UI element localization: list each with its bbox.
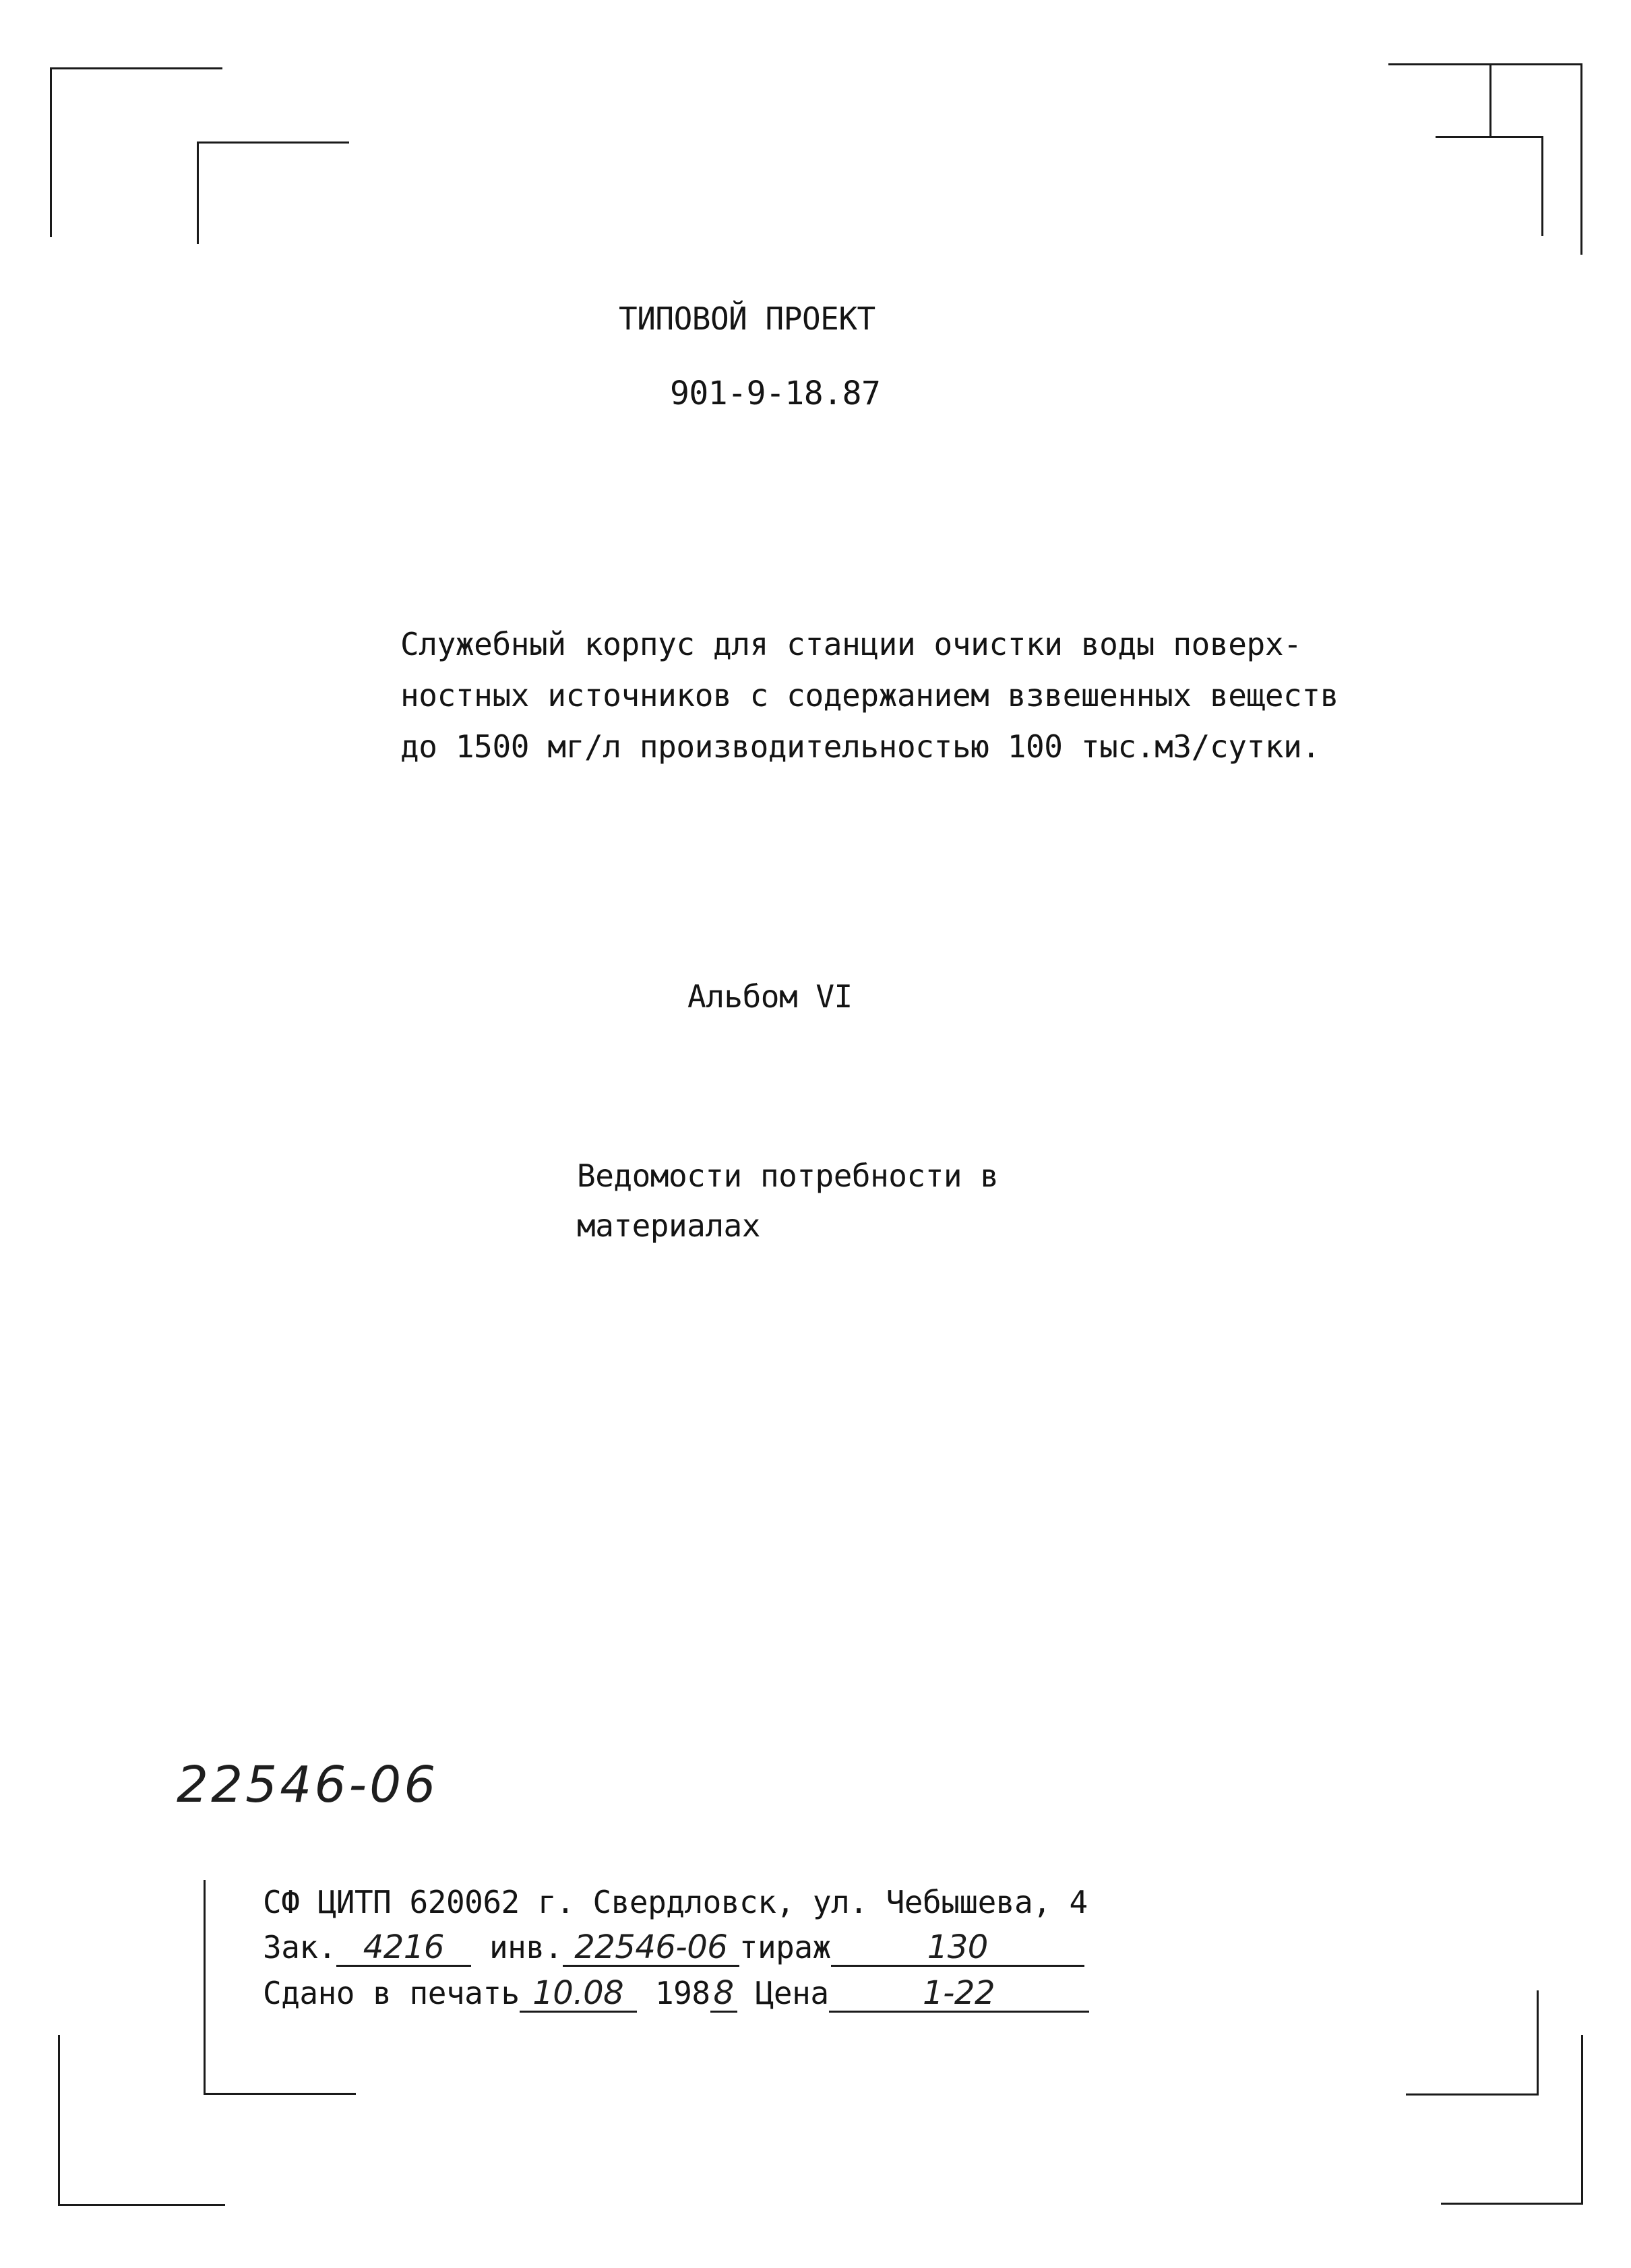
print-run-label: тираж: [739, 1929, 831, 1965]
year-field: [710, 1974, 737, 2013]
corner-mark-top-right-outer-h: [1388, 63, 1582, 65]
subject-line-2: материалах: [577, 1207, 760, 1244]
description-line-2: ностных источников с содержанием взвешенных веществ: [400, 677, 1339, 714]
corner-mark-bottom-left-inner-v: [204, 1880, 206, 2094]
inv-label: инв.: [489, 1929, 563, 1965]
submitted-line: [263, 1974, 1089, 2013]
corner-mark-top-left-outer-v: [50, 67, 52, 237]
year-prefix: 198: [654, 1975, 710, 2011]
corner-mark-bottom-right-outer-v: [1581, 2035, 1583, 2205]
order-value: 4216: [363, 1928, 444, 1966]
publisher-line: СФ ЦИТП 620062 г. Свердловск, ул. Чебышева, 4: [263, 1884, 1088, 1920]
submitted-label: Сдано в печать: [263, 1975, 520, 2011]
corner-mark-top-right-inner-v2: [1541, 136, 1543, 236]
order-field: [336, 1928, 471, 1967]
submitted-field: [520, 1974, 637, 2013]
archive-number-handwritten: 22546-06: [177, 1756, 439, 1814]
corner-mark-top-left-inner-h: [197, 141, 349, 144]
submitted-value: 10.08: [532, 1974, 624, 2012]
album-label: Альбом VI: [687, 978, 853, 1015]
year-suffix: 8: [713, 1974, 734, 2012]
corner-mark-top-right-outer-v: [1580, 63, 1582, 255]
corner-mark-bottom-right-inner-v: [1537, 1990, 1539, 2096]
corner-mark-top-right-inner-v: [1489, 63, 1491, 137]
corner-mark-bottom-left-inner-h: [204, 2093, 356, 2095]
project-type-title: ТИПОВОЙ ПРОЕКТ: [619, 301, 875, 337]
inv-field: [563, 1928, 739, 1967]
corner-mark-bottom-left-outer-v: [58, 2035, 60, 2206]
price-value: 1-22: [923, 1974, 995, 2012]
print-run-field: [831, 1928, 1084, 1967]
project-number: 901-9-18.87: [670, 375, 881, 412]
corner-mark-top-left-outer-h: [50, 67, 222, 69]
inv-value: 22546-06: [574, 1928, 728, 1966]
corner-mark-bottom-right-outer-h: [1441, 2203, 1583, 2205]
corner-mark-bottom-left-outer-h: [58, 2204, 225, 2206]
print-run-value: 130: [927, 1928, 988, 1966]
description-line-3: до 1500 мг/л производительностью 100 тыс.м3/сутки.: [400, 728, 1320, 765]
project-description: [400, 619, 1338, 772]
corner-mark-top-left-inner-v: [197, 141, 199, 244]
order-label: Зак.: [263, 1929, 336, 1965]
order-line: [263, 1928, 1084, 1967]
price-label: Цена: [755, 1975, 829, 2011]
description-line-1: Служебный корпус для станции очистки воды поверх-: [400, 626, 1302, 662]
corner-mark-bottom-right-inner-h: [1406, 2093, 1539, 2096]
corner-mark-top-right-inner-h: [1436, 136, 1543, 138]
subject-line-1: Ведомости потребности в: [577, 1158, 999, 1194]
price-field: [829, 1974, 1089, 2013]
